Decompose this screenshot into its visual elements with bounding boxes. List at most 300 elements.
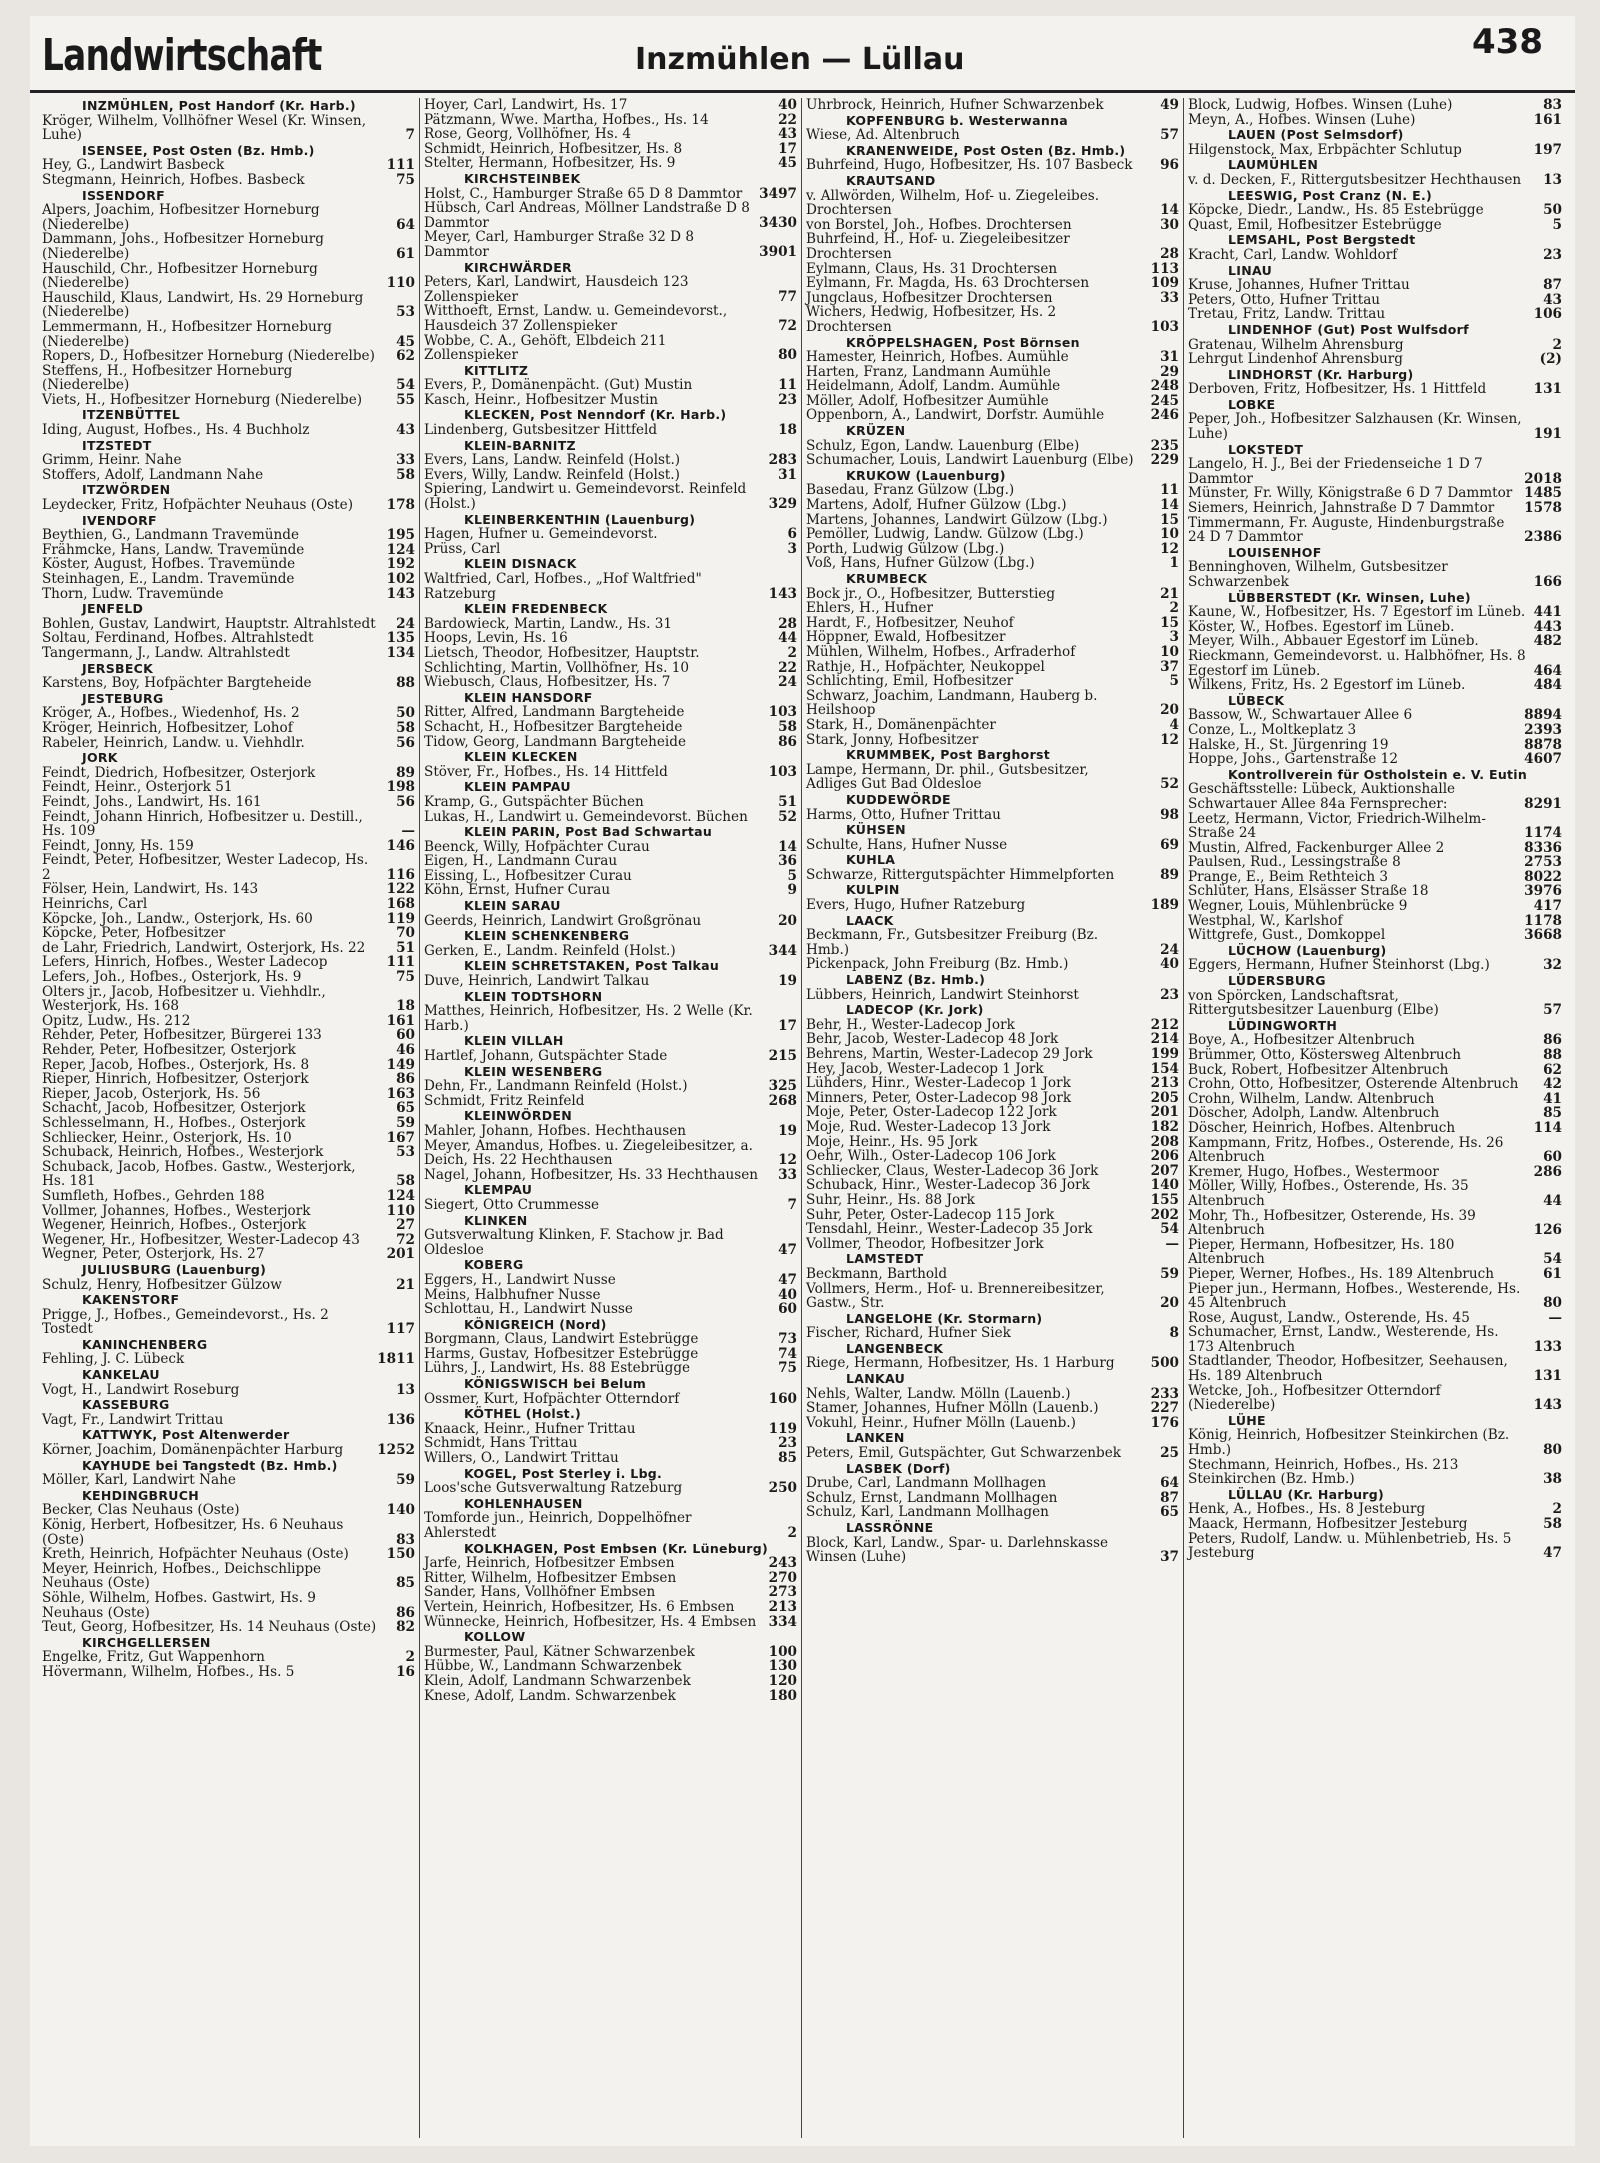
directory-entry bbox=[42, 1233, 415, 1248]
directory-entry bbox=[1188, 1209, 1562, 1238]
phone-number: 47 bbox=[778, 1241, 797, 1258]
phone-number: 3668 bbox=[1524, 927, 1562, 944]
entry-text: Pickenpack, John Freiburg (Bz. Hmb.) bbox=[806, 956, 1069, 973]
phone-number: 2 bbox=[787, 644, 797, 661]
directory-entry bbox=[42, 1562, 415, 1591]
directory-entry bbox=[424, 1422, 797, 1437]
phone-number: 167 bbox=[386, 1129, 415, 1146]
phone-number: 31 bbox=[778, 466, 797, 483]
phone-number: 83 bbox=[396, 1531, 415, 1548]
phone-number: 18 bbox=[396, 998, 415, 1015]
directory-entry bbox=[42, 1650, 415, 1665]
entry-text: Schmidt, Heinrich, Hofbesitzer, Hs. 8 bbox=[424, 140, 683, 157]
phone-number: 57 bbox=[1160, 127, 1179, 144]
phone-number: 60 bbox=[778, 1301, 797, 1318]
directory-entry bbox=[42, 1131, 415, 1146]
phone-number: 3901 bbox=[759, 243, 797, 260]
phone-number: 80 bbox=[1543, 1442, 1562, 1459]
phone-number: 119 bbox=[386, 910, 415, 927]
entry-text: Schlichting, Martin, Vollhöfner, Hs. 10 bbox=[424, 659, 690, 676]
phone-number: 86 bbox=[1543, 1032, 1562, 1049]
directory-entry bbox=[424, 735, 797, 750]
directory-entry bbox=[806, 1076, 1179, 1091]
phone-number: 65 bbox=[396, 1100, 415, 1117]
entry-text: Becker, Clas Neuhaus (Oste) bbox=[42, 1502, 240, 1519]
entry-text: Pieper, Werner, Hofbes., Hs. 189 Altenbruch bbox=[1188, 1265, 1495, 1282]
place-heading: KLEIN HANSDORF bbox=[464, 689, 593, 705]
entry-text: Hübbe, W., Landmann Schwarzenbek bbox=[424, 1658, 682, 1675]
directory-entry bbox=[806, 630, 1179, 645]
place-heading: LAUEN (Post Selmsdorf) bbox=[1228, 127, 1404, 143]
entry-text: Wobbe, C. A., Gehöft, Elbdeich 211 Zollenspieker bbox=[424, 332, 667, 364]
phone-number: 54 bbox=[396, 377, 415, 394]
directory-entry bbox=[806, 1536, 1179, 1565]
entry-text: Möller, Adolf, Hofbesitzer Aumühle bbox=[806, 392, 1049, 409]
directory-entry bbox=[806, 1401, 1179, 1416]
entry-text: Vollmer, Johannes, Hofbes., Westerjork bbox=[42, 1202, 311, 1219]
phone-number: 11 bbox=[778, 377, 797, 394]
entry-text: Schlichting, Emil, Hofbesitzer bbox=[806, 673, 1014, 690]
directory-entry bbox=[806, 763, 1179, 792]
section-title: Landwirtschaft bbox=[42, 30, 322, 81]
directory-entry bbox=[42, 587, 415, 602]
entry-text: von Spörcken, Landschaftsrat, Rittergutsbesitzer Lauenburg (Elbe) bbox=[1188, 987, 1439, 1019]
directory-entry bbox=[424, 230, 797, 259]
entry-text: Feindt, Johs., Landwirt, Hs. 161 bbox=[42, 793, 262, 810]
entry-text: Stöver, Fr., Hofbes., Hs. 14 Hittfeld bbox=[424, 763, 668, 780]
entry-text: Opitz, Ludw., Hs. 212 bbox=[42, 1012, 191, 1029]
phone-number: 54 bbox=[1160, 1221, 1179, 1238]
directory-entry bbox=[806, 1032, 1179, 1047]
place-heading: KAKENSTORF bbox=[82, 1292, 180, 1308]
phone-number: 27 bbox=[396, 1217, 415, 1234]
directory-entry bbox=[424, 854, 797, 869]
phone-number: 30 bbox=[1160, 216, 1179, 233]
entry-text: Schacht, H., Hofbesitzer Bargteheide bbox=[424, 718, 683, 735]
entry-text: Peters, Otto, Hufner Trittau bbox=[1188, 291, 1381, 308]
directory-entry bbox=[806, 128, 1179, 143]
entry-text: Halske, H., St. Jürgenring 19 bbox=[1188, 736, 1389, 753]
entry-text: Pieper jun., Hermann, Hofbes., Westerende, Hs. 45 Altenbruch bbox=[1188, 1280, 1521, 1312]
phone-number: 268 bbox=[768, 1092, 797, 1109]
directory-entry bbox=[1188, 501, 1562, 516]
phone-number: 133 bbox=[1533, 1338, 1562, 1355]
phone-number: 166 bbox=[1533, 574, 1562, 590]
directory-entry bbox=[42, 795, 415, 810]
directory-entry bbox=[1188, 723, 1562, 738]
entry-text: Leydecker, Fritz, Hofpächter Neuhaus (Oste) bbox=[42, 497, 353, 514]
phone-number: 1811 bbox=[377, 1351, 415, 1368]
phone-number: 96 bbox=[1160, 157, 1179, 174]
phone-number: 102 bbox=[386, 571, 415, 587]
directory-entry bbox=[1188, 218, 1562, 233]
entry-text: Lübbers, Heinrich, Landwirt Steinhorst bbox=[806, 986, 1079, 1003]
place-heading: KLEIN FREDENBECK bbox=[464, 601, 608, 617]
place-heading: KRÜZEN bbox=[846, 423, 906, 439]
phone-number: 28 bbox=[1160, 245, 1179, 262]
entry-text: Sander, Hans, Vollhöfner Embsen bbox=[424, 1584, 656, 1601]
phone-number: 182 bbox=[1150, 1118, 1179, 1135]
entry-text: Meyer, Amandus, Hofbes. u. Ziegeleibesitzer, a. Deich, Hs. 22 Hechthausen bbox=[424, 1137, 753, 1169]
phone-number: 150 bbox=[386, 1546, 415, 1563]
phone-number: 24 bbox=[1160, 941, 1179, 958]
entry-text: Vollmers, Herm., Hof- u. Brennereibesitzer, Gastw., Str. bbox=[806, 1280, 1105, 1312]
entry-text: Hübsch, Carl Andreas, Möllner Landstraße D 8 Dammtor bbox=[424, 200, 750, 231]
phone-number: 1485 bbox=[1524, 485, 1562, 502]
directory-entry bbox=[806, 1091, 1179, 1106]
entry-text: Mühlen, Wilhelm, Hofbes., Arfraderhof bbox=[806, 643, 1076, 660]
place-heading: LOUISENHOF bbox=[1228, 544, 1322, 560]
directory-entry bbox=[806, 276, 1179, 291]
directory-entry bbox=[806, 718, 1179, 733]
entry-text: Bohlen, Gustav, Landwirt, Hauptstr. Altrahlstedt bbox=[42, 615, 376, 632]
phone-number: 7 bbox=[405, 127, 415, 144]
entry-text: Fischer, Richard, Hufner Siek bbox=[806, 1325, 1011, 1342]
directory-entry bbox=[1188, 1311, 1562, 1326]
phone-number: 12 bbox=[1160, 540, 1179, 557]
entry-text: Hoppe, Johs., Gartenstraße 12 bbox=[1188, 751, 1398, 768]
entry-text: Henk, A., Hofbes., Hs. 8 Jesteburg bbox=[1188, 1501, 1426, 1518]
phone-number: 149 bbox=[386, 1056, 415, 1073]
entry-text: Döscher, Heinrich, Hofbes. Altenbruch bbox=[1188, 1119, 1456, 1136]
entry-text: Vagt, Fr., Landwirt Trittau bbox=[42, 1411, 224, 1428]
phone-number: 126 bbox=[1533, 1222, 1562, 1239]
directory-entry bbox=[42, 631, 415, 646]
entry-text: Beckmann, Fr., Gutsbesitzer Freiburg (Bz. Hmb.) bbox=[806, 927, 1099, 958]
directory-entry bbox=[424, 1049, 797, 1064]
phone-number: 2753 bbox=[1524, 854, 1562, 871]
entry-text: Heinrichs, Carl bbox=[42, 896, 148, 913]
entry-text: Burmester, Paul, Kätner Schwarzenbek bbox=[424, 1643, 695, 1660]
directory-entry bbox=[1188, 352, 1562, 367]
place-heading: KÖTHEL (Holst.) bbox=[464, 1406, 582, 1422]
place-heading: LINAU bbox=[1228, 262, 1273, 278]
phone-number: 60 bbox=[396, 1027, 415, 1044]
phone-number: 20 bbox=[1160, 1295, 1179, 1312]
directory-entry bbox=[806, 498, 1179, 513]
directory-entry bbox=[42, 766, 415, 781]
phone-number: 22 bbox=[778, 111, 797, 128]
phone-number: 65 bbox=[1160, 1504, 1179, 1521]
directory-entry bbox=[806, 1164, 1179, 1179]
directory-entry bbox=[42, 423, 415, 438]
phone-number: 52 bbox=[778, 808, 797, 825]
entry-text: Möller, Karl, Landwirt Nahe bbox=[42, 1472, 236, 1489]
phone-number: 43 bbox=[396, 422, 415, 439]
phone-number: 43 bbox=[1543, 291, 1562, 308]
phone-number: 13 bbox=[1543, 171, 1562, 188]
place-heading: LASSRÖNNE bbox=[846, 1520, 934, 1535]
place-heading: KRUKOW (Lauenburg) bbox=[846, 467, 1006, 483]
directory-entry bbox=[424, 646, 797, 661]
directory-entry bbox=[806, 394, 1179, 409]
place-heading: ISENSEE, Post Osten (Bz. Hmb.) bbox=[82, 142, 315, 158]
entry-text: Heidelmann, Adolf, Landm. Aumühle bbox=[806, 378, 1061, 395]
place-heading: JESTEBURG bbox=[82, 690, 164, 706]
phone-number: 50 bbox=[1543, 202, 1562, 219]
directory-entry bbox=[42, 364, 415, 393]
phone-number: 47 bbox=[1543, 1545, 1562, 1562]
entry-text: Stelter, Hermann, Hofbesitzer, Hs. 9 bbox=[424, 155, 676, 172]
directory-entry bbox=[42, 1247, 415, 1262]
phone-number: 72 bbox=[778, 317, 797, 334]
phone-number: 41 bbox=[1543, 1090, 1562, 1107]
directory-entry bbox=[1188, 989, 1562, 1018]
entry-text: Schulz, Ernst, Landmann Mollhagen bbox=[806, 1489, 1058, 1506]
directory-entry bbox=[806, 305, 1179, 334]
phone-number: 130 bbox=[768, 1658, 797, 1675]
phone-number: 23 bbox=[1160, 986, 1179, 1003]
phone-number: 344 bbox=[768, 942, 797, 959]
place-heading: KRANENWEIDE, Post Osten (Bz. Hmb.) bbox=[846, 142, 1126, 158]
phone-number: 14 bbox=[1160, 497, 1179, 514]
place-heading: KATTWYK, Post Altenwerder bbox=[82, 1427, 290, 1443]
phone-number: 202 bbox=[1150, 1206, 1179, 1223]
directory-entry bbox=[1188, 338, 1562, 353]
place-heading: JORK bbox=[82, 750, 118, 766]
phone-number: 270 bbox=[768, 1569, 797, 1586]
directory-columns bbox=[38, 98, 1568, 2138]
directory-entry bbox=[42, 1028, 415, 1043]
phone-number: 85 bbox=[1543, 1105, 1562, 1122]
phone-number: 8 bbox=[1169, 1325, 1179, 1342]
directory-entry bbox=[1188, 307, 1562, 322]
directory-entry bbox=[42, 1072, 415, 1087]
phone-number: 8291 bbox=[1524, 795, 1562, 812]
directory-entry bbox=[42, 262, 415, 291]
directory-entry bbox=[42, 1620, 415, 1635]
entry-text: Waltfried, Carl, Hofbes., „Hof Waltfried" Ratzeburg bbox=[424, 571, 702, 602]
directory-entry bbox=[42, 1473, 415, 1488]
directory-entry bbox=[1188, 560, 1562, 589]
directory-entry bbox=[806, 1237, 1179, 1252]
phone-number: 69 bbox=[1160, 836, 1179, 853]
directory-entry bbox=[806, 439, 1179, 454]
phone-number: 44 bbox=[1543, 1192, 1562, 1209]
directory-entry bbox=[42, 617, 415, 632]
phone-number: 31 bbox=[1160, 349, 1179, 366]
directory-entry bbox=[1188, 899, 1562, 914]
directory-entry bbox=[42, 780, 415, 795]
phone-number: 75 bbox=[396, 969, 415, 986]
entry-text: Kracht, Carl, Landw. Wohldorf bbox=[1188, 246, 1398, 263]
entry-text: Hamester, Heinrich, Hofbes. Aumühle bbox=[806, 349, 1069, 366]
entry-text: Paulsen, Rud., Lessingstraße 8 bbox=[1188, 854, 1401, 871]
entry-text: Voß, Hans, Hufner Gülzow (Lbg.) bbox=[806, 555, 1035, 572]
entry-text: Mahler, Johann, Hofbes. Hechthausen bbox=[424, 1122, 687, 1139]
phone-number: 113 bbox=[1150, 260, 1179, 277]
phone-number: 86 bbox=[396, 1071, 415, 1088]
directory-entry bbox=[806, 928, 1179, 957]
directory-entry bbox=[42, 349, 415, 364]
directory-entry bbox=[424, 482, 797, 511]
place-heading: LÜCHOW (Lauenburg) bbox=[1228, 942, 1387, 958]
phone-number: 55 bbox=[396, 391, 415, 408]
directory-entry bbox=[806, 365, 1179, 380]
place-heading: LÜHE bbox=[1228, 1412, 1266, 1428]
directory-entry bbox=[424, 572, 797, 601]
phone-number: 24 bbox=[778, 674, 797, 691]
entry-text: Peters, Rudolf, Landw. u. Mühlenbetrieb, Hs. 5 Jesteburg bbox=[1188, 1530, 1512, 1562]
directory-entry bbox=[806, 189, 1179, 218]
phone-number: 16 bbox=[396, 1663, 415, 1680]
entry-text: Siegert, Otto Crummesse bbox=[424, 1196, 600, 1213]
entry-text: Boye, A., Hofbesitzer Altenbruch bbox=[1188, 1032, 1415, 1049]
phone-number: 124 bbox=[386, 541, 415, 558]
entry-text: Jarfe, Heinrich, Hofbesitzer Embsen bbox=[424, 1555, 675, 1572]
entry-text: Harms, Gustav, Hofbesitzer Estebrügge bbox=[424, 1345, 699, 1362]
entry-text: Tomforde jun., Heinrich, Doppelhöfner Ahlerstedt bbox=[424, 1510, 692, 1541]
directory-entry bbox=[1188, 1033, 1562, 1048]
phone-number: 29 bbox=[1160, 363, 1179, 380]
directory-entry bbox=[424, 617, 797, 632]
place-heading: KIRCHGELLERSEN bbox=[82, 1634, 211, 1650]
directory-page bbox=[30, 16, 1575, 2146]
entry-text: Eylmann, Claus, Hs. 31 Drochtersen bbox=[806, 260, 1058, 277]
entry-text: Wiese, Ad. Altenbruch bbox=[806, 127, 960, 144]
entry-text: Iding, August, Hofbes., Hs. 4 Buchholz bbox=[42, 422, 310, 439]
phone-number: 83 bbox=[1543, 98, 1562, 113]
entry-text: Quast, Emil, Hofbesitzer Estebrügge bbox=[1188, 216, 1442, 233]
entry-text: Harten, Franz, Landmann Aumühle bbox=[806, 363, 1051, 380]
entry-text: Kremer, Hugo, Hofbes., Westermoor bbox=[1188, 1163, 1439, 1180]
place-heading: LADECOP (Kr. Jork) bbox=[846, 1002, 984, 1018]
entry-text: Westphal, W., Karlshof bbox=[1188, 912, 1343, 929]
directory-entry bbox=[424, 1689, 797, 1704]
column-2 bbox=[420, 98, 802, 2138]
entry-text: Conze, L., Moltkeplatz 3 bbox=[1188, 721, 1357, 738]
entry-text: Schliecker, Heinr., Osterjork, Hs. 10 bbox=[42, 1129, 292, 1146]
place-heading: LINDHORST (Kr. Harburg) bbox=[1228, 366, 1414, 382]
phone-number: 208 bbox=[1150, 1133, 1179, 1150]
phone-number: 75 bbox=[396, 171, 415, 188]
phone-number: 213 bbox=[768, 1598, 797, 1615]
place-heading: KULPIN bbox=[846, 882, 900, 898]
entry-text: Moje, Heinr., Hs. 95 Jork bbox=[806, 1133, 978, 1150]
directory-entry bbox=[806, 1208, 1179, 1223]
entry-text: Pemöller, Ludwig, Landw. Gülzow (Lbg.) bbox=[806, 526, 1084, 543]
phone-number: 19 bbox=[778, 1122, 797, 1139]
directory-entry bbox=[42, 203, 415, 232]
entry-text: Block, Ludwig, Hofbes. Winsen (Luhe) bbox=[1188, 98, 1453, 113]
directory-entry bbox=[806, 232, 1179, 261]
place-heading: ITZENBÜTTEL bbox=[82, 407, 181, 423]
entry-text: Ritter, Alfred, Landmann Bargteheide bbox=[424, 704, 685, 721]
phone-number: (2) bbox=[1539, 351, 1562, 368]
directory-entry bbox=[42, 839, 415, 854]
entry-text: v. d. Decken, F., Rittergutsbesitzer Hechthausen bbox=[1188, 171, 1522, 188]
phone-number: 143 bbox=[768, 585, 797, 602]
entry-text: Gratenau, Wilhelm Ahrensburg bbox=[1188, 336, 1404, 353]
phone-number: 52 bbox=[1160, 776, 1179, 793]
phone-number: 214 bbox=[1150, 1031, 1179, 1048]
phone-number: 15 bbox=[1160, 511, 1179, 528]
directory-entry bbox=[424, 1361, 797, 1376]
entry-text: Stark, Jonny, Hofbesitzer bbox=[806, 731, 979, 748]
entry-text: Lührs, J., Landwirt, Hs. 88 Estebrügge bbox=[424, 1360, 691, 1377]
phone-number: 88 bbox=[396, 675, 415, 692]
directory-entry bbox=[42, 468, 415, 483]
phone-number: 201 bbox=[386, 1246, 415, 1263]
directory-entry bbox=[424, 914, 797, 929]
entry-text: de Lahr, Friedrich, Landwirt, Osterjork, Hs. 22 bbox=[42, 939, 366, 956]
entry-text: Wünnecke, Heinrich, Hofbesitzer, Hs. 4 Embsen bbox=[424, 1613, 757, 1630]
entry-text: Oehr, Wilh., Oster-Ladecop 106 Jork bbox=[806, 1148, 1056, 1165]
place-heading: LANGENBECK bbox=[846, 1340, 944, 1356]
directory-entry bbox=[42, 810, 415, 839]
entry-text: Moje, Peter, Oster-Ladecop 122 Jork bbox=[806, 1104, 1057, 1121]
phone-number: 2 bbox=[787, 1525, 797, 1541]
phone-number: 205 bbox=[1150, 1089, 1179, 1106]
entry-text: Duve, Heinrich, Landwirt Talkau bbox=[424, 973, 650, 990]
directory-entry bbox=[424, 201, 797, 230]
directory-entry bbox=[424, 675, 797, 690]
directory-entry bbox=[424, 423, 797, 438]
directory-entry bbox=[424, 883, 797, 898]
place-heading: KITTLITZ bbox=[464, 362, 529, 378]
directory-entry bbox=[424, 705, 797, 720]
directory-entry bbox=[42, 557, 415, 572]
directory-entry bbox=[424, 1273, 797, 1288]
entry-text: Buck, Robert, Hofbesitzer Altenbruch bbox=[1188, 1061, 1449, 1078]
phone-number: 3976 bbox=[1524, 883, 1562, 900]
entry-text: Evers, Lans, Landw. Reinfeld (Holst.) bbox=[424, 452, 681, 469]
phone-number: 86 bbox=[778, 733, 797, 750]
entry-text: Schuback, Hinr., Wester-Ladecop 36 Jork bbox=[806, 1177, 1090, 1194]
entry-text: v. Allwörden, Wilhelm, Hof- u. Ziegeleibes. Drochtersen bbox=[806, 187, 1100, 219]
entry-text: Lampe, Hermann, Dr. phil., Gutsbesitzer, Adliges Gut Bad Oldesloe bbox=[806, 761, 1089, 793]
entry-text: Dehn, Fr., Landmann Reinfeld (Holst.) bbox=[424, 1078, 688, 1095]
entry-text: Rieper, Hinrich, Hofbesitzer, Osterjork bbox=[42, 1071, 309, 1088]
directory-entry bbox=[806, 645, 1179, 660]
directory-entry bbox=[1188, 203, 1562, 218]
entry-text: Riege, Hermann, Hofbesitzer, Hs. 1 Harburg bbox=[806, 1355, 1115, 1372]
phone-number: 85 bbox=[778, 1450, 797, 1467]
entry-text: Köpcke, Joh., Landw., Osterjork, Hs. 60 bbox=[42, 910, 313, 927]
directory-entry bbox=[806, 1282, 1179, 1311]
entry-text: Behr, Jacob, Wester-Ladecop 48 Jork bbox=[806, 1031, 1059, 1048]
directory-entry bbox=[424, 1436, 797, 1451]
directory-entry bbox=[42, 158, 415, 173]
entry-text: Evers, Hugo, Hufner Ratzeburg bbox=[806, 897, 1026, 914]
entry-text: Köhn, Ernst, Hufner Curau bbox=[424, 882, 611, 899]
phone-number: 143 bbox=[1533, 1397, 1562, 1414]
phone-number: 100 bbox=[768, 1643, 797, 1660]
directory-entry bbox=[424, 275, 797, 304]
directory-entry bbox=[42, 1189, 415, 1204]
directory-entry bbox=[1188, 1325, 1562, 1354]
directory-entry bbox=[1188, 382, 1562, 397]
place-heading: LÜDERSBURG bbox=[1228, 973, 1326, 989]
directory-entry bbox=[1188, 782, 1562, 811]
entry-text: Rehder, Peter, Hofbesitzer, Bürgerei 133 bbox=[42, 1027, 322, 1044]
directory-entry bbox=[42, 1665, 415, 1680]
phone-number: 13 bbox=[396, 1381, 415, 1398]
directory-entry bbox=[806, 98, 1179, 113]
directory-entry bbox=[42, 646, 415, 661]
phone-number: 1178 bbox=[1524, 912, 1562, 929]
phone-number: 33 bbox=[396, 452, 415, 469]
phone-number: 140 bbox=[386, 1502, 415, 1519]
directory-entry bbox=[424, 304, 797, 333]
phone-number: 2 bbox=[1169, 600, 1179, 617]
directory-entry bbox=[1188, 1136, 1562, 1165]
entry-text: Suhr, Heinr., Hs. 88 Jork bbox=[806, 1191, 975, 1208]
directory-entry bbox=[1188, 1048, 1562, 1063]
entry-text: Wegener, Hr., Hofbesitzer, Wester-Ladecop 43 bbox=[42, 1231, 360, 1248]
phone-number: 9 bbox=[787, 882, 797, 899]
entry-text: Sumfleth, Hofbes., Gehrden 188 bbox=[42, 1187, 265, 1204]
